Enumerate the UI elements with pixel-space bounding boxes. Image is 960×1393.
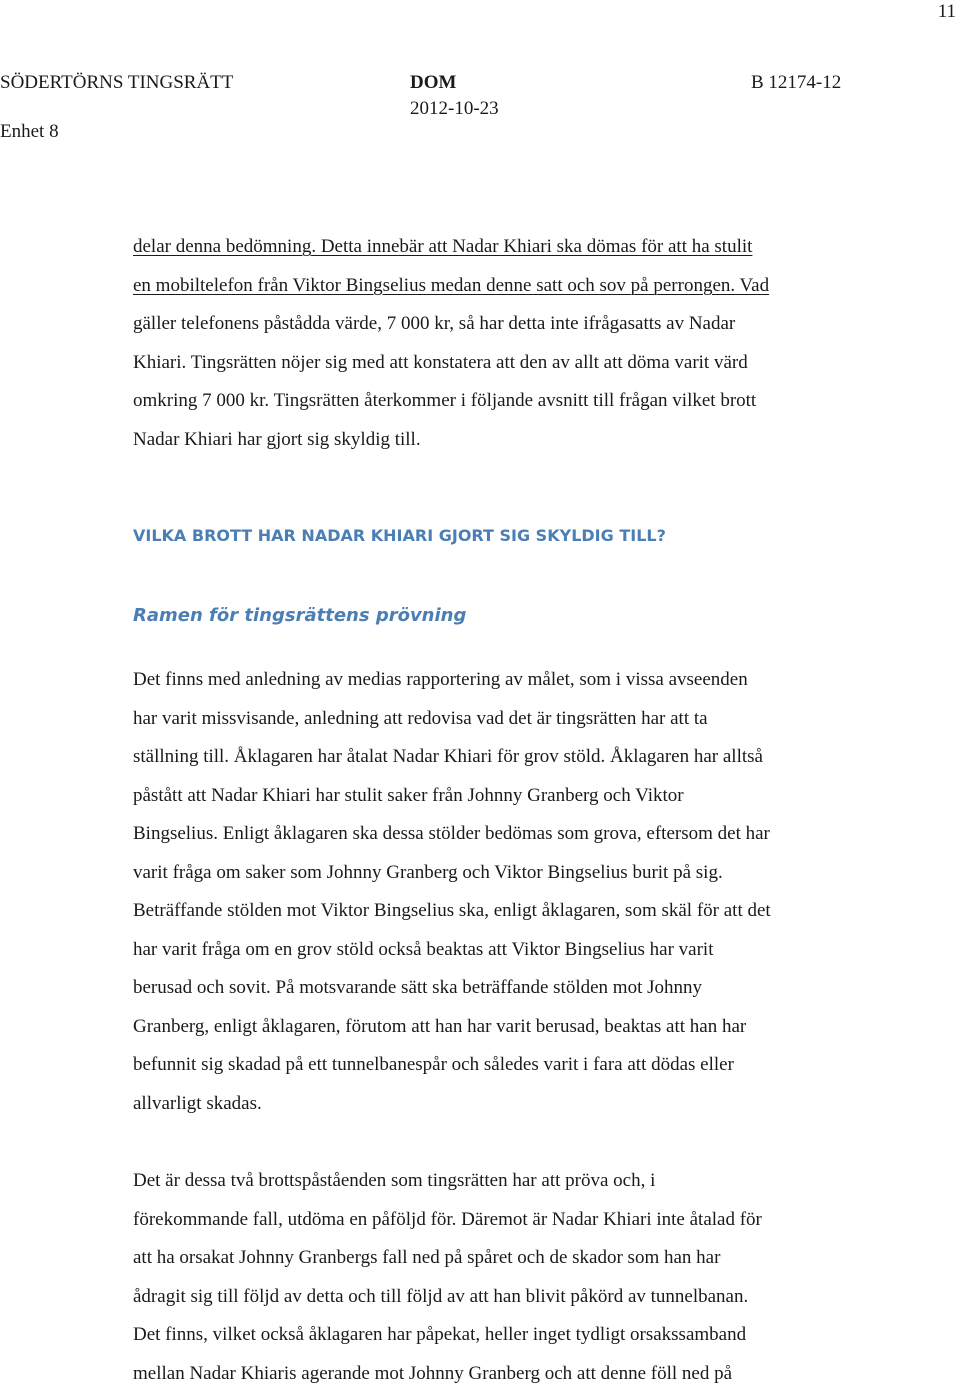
case-number: B 12174-12 — [751, 71, 841, 95]
paragraph-line: en mobiltelefon från Viktor Bingselius medan denne satt och sov på perrongen. Vad — [133, 267, 893, 306]
paragraph-line: Det finns med anledning av medias rapportering av målet, som i vissa avseenden — [133, 661, 893, 700]
paragraph-3 — [133, 1162, 893, 1393]
paragraph-line: Bingselius. Enligt åklagaren ska dessa stölder bedömas som grova, eftersom det har — [133, 815, 893, 854]
paragraph-1 — [133, 228, 893, 459]
court-name: SÖDERTÖRNS TINGSRÄTT — [0, 71, 233, 95]
paragraph-line: påstått att Nadar Khiari har stulit saker från Johnny Granberg och Viktor — [133, 777, 893, 816]
paragraph-line: har varit missvisande, anledning att redovisa vad det är tingsrätten har att ta — [133, 700, 893, 739]
paragraph-line: Det finns, vilket också åklagaren har påpekat, heller inget tydligt orsakssamband — [133, 1316, 893, 1355]
document-type: DOM — [410, 71, 456, 95]
paragraph-line: ställning till. Åklagaren har åtalat Nadar Khiari för grov stöld. Åklagaren har alltså — [133, 738, 893, 777]
paragraph-line: Det är dessa två brottspåståenden som tingsrätten har att pröva och, i — [133, 1162, 893, 1201]
paragraph-line: mellan Nadar Khiaris agerande mot Johnny Granberg och att denne föll ned på — [133, 1355, 893, 1393]
paragraph-2 — [133, 661, 893, 1123]
section-heading: VILKA BROTT HAR NADAR KHIARI GJORT SIG SKYLDIG TILL? — [133, 524, 666, 548]
paragraph-line: ådragit sig till följd av detta och till följd av att han blivit påkörd av tunnelbanan. — [133, 1278, 893, 1317]
paragraph-line: gäller telefonens påstådda värde, 7 000 kr, så har detta inte ifrågasatts av Nadar — [133, 305, 893, 344]
paragraph-line: delar denna bedömning. Detta innebär att Nadar Khiari ska dömas för att ha stulit — [133, 228, 893, 267]
paragraph-line: att ha orsakat Johnny Granbergs fall ned på spåret och de skador som han har — [133, 1239, 893, 1278]
subsection-heading: Ramen för tingsrättens prövning — [133, 603, 466, 629]
paragraph-line: befunnit sig skadad på ett tunnelbanespår och således varit i fara att dödas eller — [133, 1046, 893, 1085]
paragraph-line: berusad och sovit. På motsvarande sätt ska beträffande stölden mot Johnny — [133, 969, 893, 1008]
paragraph-line: Khiari. Tingsrätten nöjer sig med att konstatera att den av allt att döma varit värd — [133, 344, 893, 383]
paragraph-line: har varit fråga om en grov stöld också beaktas att Viktor Bingselius har varit — [133, 931, 893, 970]
paragraph-line: allvarligt skadas. — [133, 1085, 893, 1124]
court-unit: Enhet 8 — [0, 120, 59, 144]
document-date: 2012-10-23 — [410, 97, 499, 121]
paragraph-line: Beträffande stölden mot Viktor Bingselius ska, enligt åklagaren, som skäl för att det — [133, 892, 893, 931]
paragraph-line: varit fråga om saker som Johnny Granberg och Viktor Bingselius burit på sig. — [133, 854, 893, 893]
paragraph-line: förekommande fall, utdöma en påföljd för. Däremot är Nadar Khiari inte åtalad för — [133, 1201, 893, 1240]
paragraph-line: Nadar Khiari har gjort sig skyldig till. — [133, 421, 893, 460]
paragraph-line: omkring 7 000 kr. Tingsrätten återkommer i följande avsnitt till frågan vilket brott — [133, 382, 893, 421]
paragraph-line: Granberg, enligt åklagaren, förutom att han har varit berusad, beaktas att han har — [133, 1008, 893, 1047]
page-number: 11 — [938, 0, 956, 24]
